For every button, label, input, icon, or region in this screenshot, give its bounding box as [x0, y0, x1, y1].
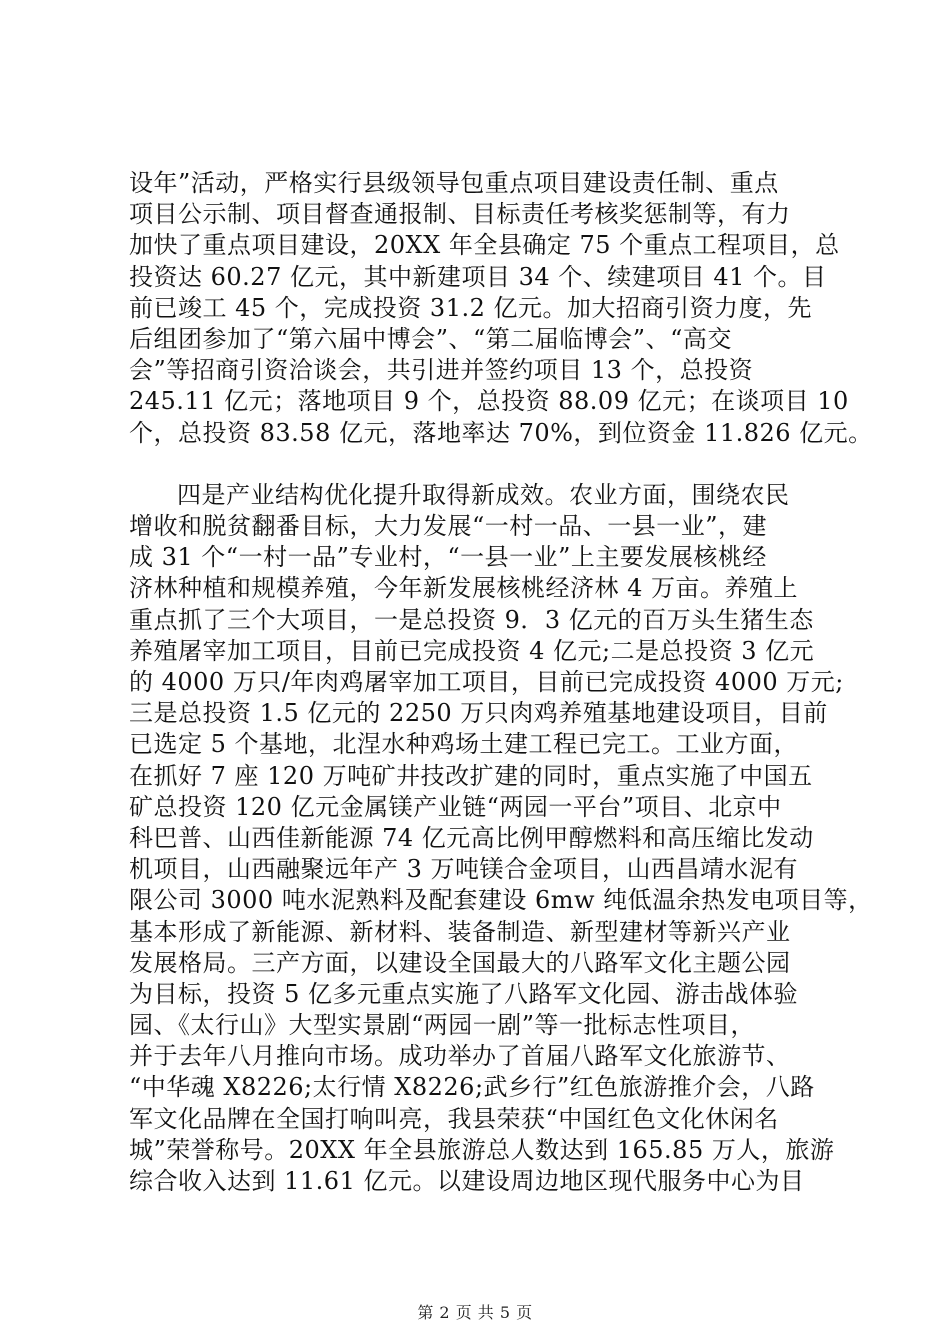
text-line: 投资达 60.27 亿元，其中新建项目 34 个、续建项目 41 个。目: [129, 262, 827, 291]
text-line: 会”等招商引资洽谈会，共引进并签约项目 13 个，总投资: [129, 356, 754, 385]
text-line: 个，总投资 83.58 亿元，落地率达 70%，到位资金 11.826 亿元。: [129, 418, 873, 447]
text-line: 已选定 5 个基地，北涅水种鸡场土建工程已完工。工业方面，: [129, 730, 799, 759]
text-line: 机项目，山西融聚远年产 3 万吨镁合金项目，山西昌靖水泥有: [129, 855, 799, 884]
paragraph-gap: [129, 449, 834, 480]
text-line: 为目标，投资 5 亿多元重点实施了八路军文化园、游击战体验: [129, 979, 799, 1008]
text-line: 限公司 3000 吨水泥熟料及配套建设 6mw 纯低温余热发电项目等，: [129, 886, 873, 915]
text-line: 在抓好 7 座 120 万吨矿井技改扩建的同时，重点实施了中国五: [129, 761, 813, 790]
text-line: 245.11 亿元；落地项目 9 个，总投资 88.09 亿元；在谈项目 10: [129, 387, 849, 416]
text-line: 项目公示制、项目督查通报制、目标责任考核奖惩制等，有力: [129, 200, 791, 229]
text-line: 后组团参加了“第六届中博会”、“第二届临博会”、“高交: [129, 324, 732, 353]
paragraph-2: [129, 480, 873, 1197]
text-line: 济林种植和规模养殖，今年新发展核桃经济林 4 万亩。养殖上: [129, 574, 799, 603]
text-line: 基本形成了新能源、新材料、装备制造、新型建材等新兴产业: [129, 917, 791, 946]
text-line: 设年”活动，严格实行县级领导包重点项目建设责任制、重点: [129, 169, 779, 197]
text-line: 前已竣工 45 个，完成投资 31.2 亿元。加大招商引资力度，先: [129, 293, 812, 322]
page-footer: 第 2 页 共 5 页: [417, 1303, 533, 1322]
text-line: 养殖屠宰加工项目，目前已完成投资 4 亿元;二是总投资 3 亿元: [129, 636, 815, 665]
text-line: 并于去年八月推向市场。成功举办了首届八路军文化旅游节、: [129, 1042, 791, 1071]
text-line: 成 31 个“一村一品”专业村，“一县一业”上主要发展核桃经: [129, 543, 767, 572]
text-line: 军文化品牌在全国打响叫亮，我县荣获“中国红色文化休闲名: [129, 1104, 779, 1133]
text-line: 城”荣誉称号。20XX 年全县旅游总人数达到 165.85 万人，旅游: [129, 1135, 835, 1164]
text-line: 矿总投资 120 亿元金属镁产业链“两园一平台”项目、北京中: [129, 792, 782, 821]
text-line: 综合收入达到 11.61 亿元。以建设周边地区现代服务中心为目: [129, 1167, 805, 1195]
text-line: 加快了重点项目建设，20XX 年全县确定 75 个重点工程项目，总: [129, 231, 840, 260]
paragraph-1: [129, 168, 873, 449]
text-line: 科巴普、山西佳新能源 74 亿元高比例甲醇燃料和高压缩比发动: [129, 823, 814, 852]
text-line: “中华魂 X8226;太行情 X8226;武乡行”红色旅游推介会，八路: [129, 1073, 815, 1102]
text-line: 四是产业结构优化提升取得新成效。农业方面，围绕农民: [177, 480, 790, 509]
text-line: 重点抓了三个大项目，一是总投资 9．3 亿元的百万头生猪生态: [129, 605, 814, 634]
text-line: 园、《太行山》大型实景剧“两园一剧”等一批标志性项目，: [129, 1011, 756, 1040]
text-line: 的 4000 万只/年肉鸡屠宰加工项目，目前已完成投资 4000 万元;: [129, 668, 844, 696]
text-line: 三是总投资 1.5 亿元的 2250 万只肉鸡养殖基地建设项目，目前: [129, 699, 828, 728]
text-line: 增收和脱贫翻番目标，大力发展“一村一品、一县一业”，建: [129, 512, 768, 541]
text-line: 发展格局。三产方面，以建设全国最大的八路军文化主题公园: [129, 948, 791, 977]
body-text: [129, 168, 873, 1197]
